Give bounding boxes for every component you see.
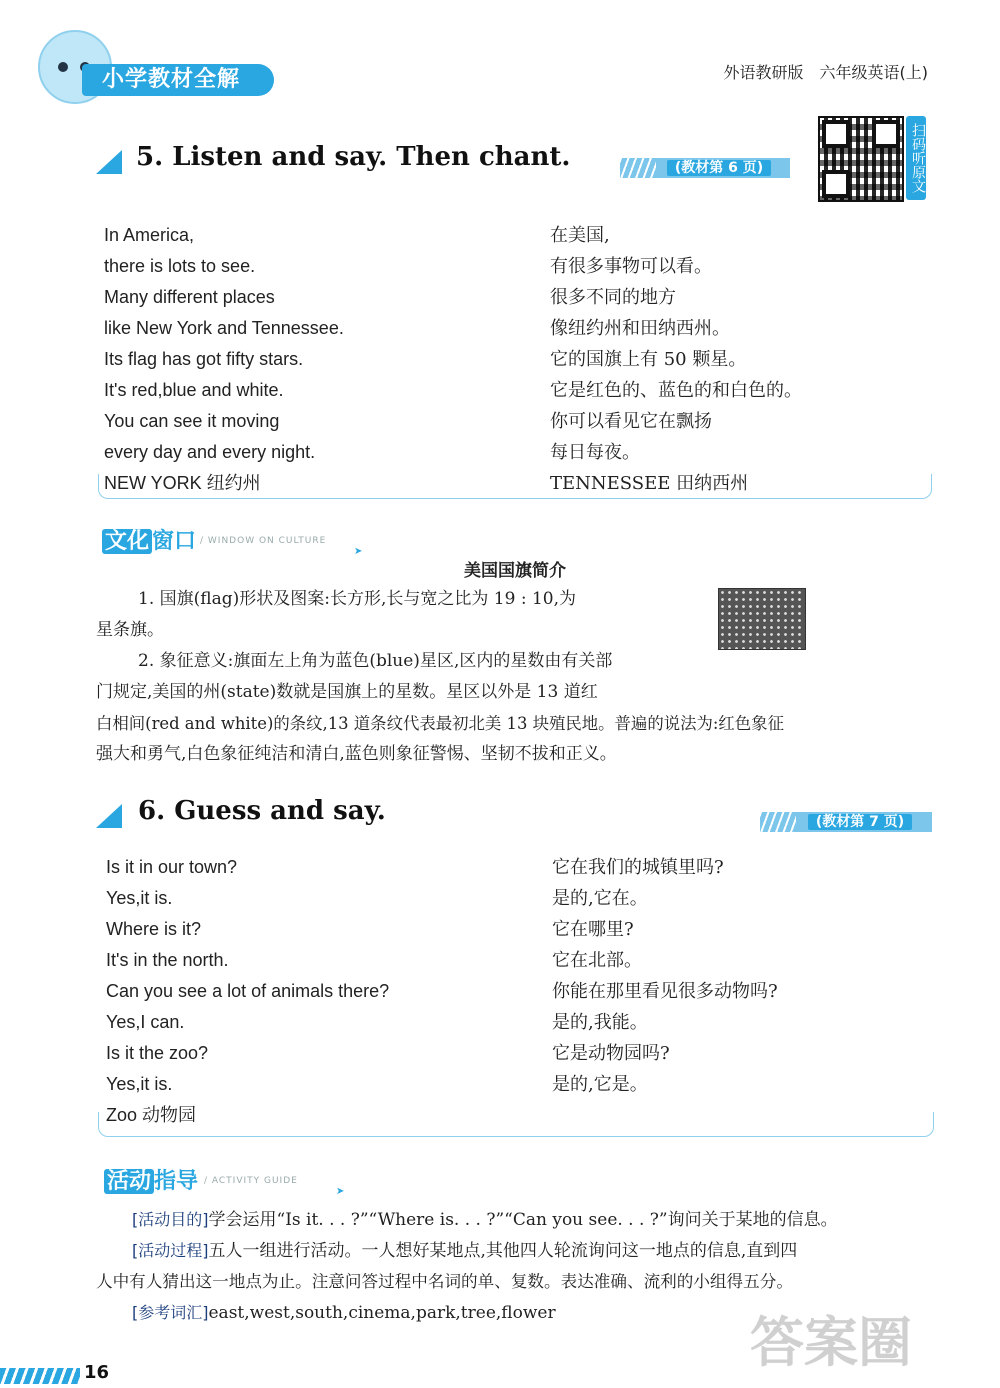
footer-stripe [0, 1368, 80, 1384]
activity-process-cont: 人中有人猜出这一地点为止。注意问答过程中名词的单、复数。表达准确、流利的小组得五分。 [96, 1272, 793, 1291]
dialogue-line: Where is it? [106, 919, 202, 939]
vocab-note: NEW YORK 纽约州 [104, 473, 261, 493]
us-flag-image [718, 588, 806, 650]
culture-line: 1. 国旗(flag)形状及图案:长方形,长与宽之比为 19 : 10,为 [138, 589, 576, 609]
chant-line: You can see it moving [104, 411, 280, 431]
activity-heading: 活动 指导 [104, 1164, 198, 1195]
chant-line: Its flag has got fifty stars. [104, 349, 304, 369]
culture-subtitle: / WINDOW ON CULTURE [200, 536, 327, 546]
process-tag: [活动过程] [132, 1241, 209, 1260]
chant-translation: 在美国, [550, 225, 610, 246]
culture-heading: 文化 窗口 [102, 524, 196, 555]
dialogue-line: Yes,it is. [106, 888, 173, 908]
chant-translation: 有很多事物可以看。 [550, 256, 712, 277]
dialogue-translation: 它在北部。 [552, 950, 642, 971]
section6-title: 6. Guess and say. [138, 796, 386, 826]
activity-process [132, 1235, 942, 1267]
section5-title: 5. Listen and say. Then chant. [136, 142, 571, 172]
watermark: 答案圈 [750, 1311, 912, 1374]
goal-tag: [活动目的] [132, 1210, 209, 1229]
dialogue-translation: 你能在那里看见很多动物吗? [552, 981, 778, 1002]
section5-chinese [550, 220, 802, 499]
vocab-note: Zoo 动物园 [106, 1105, 197, 1125]
dialogue-translation: 它在哪里? [552, 919, 634, 940]
section6-bracket [98, 1112, 934, 1137]
chant-line: Many different places [104, 287, 275, 307]
chant-line: every day and every night. [104, 442, 316, 462]
chant-line: It's red,blue and white. [104, 380, 284, 400]
chant-translation: 它的国旗上有 50 颗星。 [550, 349, 747, 370]
dialogue-translation: 它是动物园吗? [552, 1043, 670, 1064]
chant-translation: 它是红色的、蓝色的和白色的。 [550, 380, 802, 401]
page-number: 16 [84, 1362, 110, 1383]
dialogue-line: Is it in our town? [106, 857, 238, 877]
arrow-icon: ➤ [336, 1186, 345, 1197]
section-triangle-icon [96, 804, 122, 828]
culture-line: 白相间(red and white)的条纹,13 道条纹代表最初北美 13 块殖民地。普遍的说法为:红色象征 [96, 714, 784, 733]
qr-label: 扫码听原文 [906, 116, 926, 200]
goal-text: 学会运用“Is it. . . ?”“Where is. . . ?”“Can you see. . . ?”询问关于某地的信息。 [208, 1210, 838, 1230]
section6-chinese [552, 852, 778, 1100]
vocab-tag: [参考词汇] [132, 1303, 209, 1322]
activity-goal [132, 1204, 942, 1236]
section5-english [104, 220, 344, 499]
activity-subtitle: / ACTIVITY GUIDE [204, 1176, 298, 1186]
dialogue-translation: 是的,它在。 [552, 888, 648, 909]
dialogue-translation: 是的,它是。 [552, 1074, 648, 1095]
dialogue-line: Yes,I can. [106, 1012, 185, 1032]
chant-translation: 很多不同的地方 [550, 287, 676, 308]
publisher-label: 外语教研版 六年级英语(上) [723, 63, 928, 82]
section5-page-ref: (教材第 6 页) [620, 158, 790, 178]
section5-bracket [98, 474, 932, 499]
culture-line: 星条旗。 [96, 620, 164, 640]
chant-line: there is lots to see. [104, 256, 256, 276]
chant-translation: 像纽约州和田纳西州。 [550, 318, 730, 339]
culture-line: 门规定,美国的州(state)数就是国旗上的星数。星区以外是 13 道红 [96, 682, 598, 702]
dialogue-line: Is it the zoo? [106, 1043, 209, 1063]
dialogue-line: Can you see a lot of animals there? [106, 981, 390, 1001]
chant-translation: 你可以看见它在飘扬 [550, 411, 712, 432]
dialogue-translation: 它在我们的城镇里吗? [552, 857, 724, 878]
vocab-note: TENNESSEE 田纳西州 [550, 473, 749, 494]
culture-line: 强大和勇气,白色象征纯洁和清白,蓝色则象征警惕、坚韧不拔和正义。 [96, 744, 617, 764]
culture-line: 2. 象征意义:旗面左上角为蓝色(blue)星区,区内的星数由有关部 [138, 651, 613, 671]
vocab-text: east,west,south,cinema,park,tree,flower [208, 1303, 556, 1323]
chant-line: In America, [104, 225, 195, 245]
section6-english [106, 852, 389, 1131]
brand-banner: 小学教材全解 [82, 64, 274, 96]
culture-article-title: 美国国旗简介 [464, 561, 566, 581]
dialogue-line: Yes,it is. [106, 1074, 173, 1094]
qr-code-icon[interactable] [818, 116, 904, 202]
dialogue-line: It's in the north. [106, 950, 229, 970]
chant-translation: 每日每夜。 [550, 442, 640, 463]
chant-line: like New York and Tennessee. [104, 318, 344, 338]
process-text: 五人一组进行活动。一人想好某地点,其他四人轮流询问这一地点的信息,直到四 [208, 1241, 798, 1261]
arrow-icon: ➤ [354, 546, 363, 557]
section-triangle-icon [96, 150, 122, 174]
section6-page-ref: (教材第 7 页) [760, 812, 932, 832]
dialogue-translation: 是的,我能。 [552, 1012, 648, 1033]
